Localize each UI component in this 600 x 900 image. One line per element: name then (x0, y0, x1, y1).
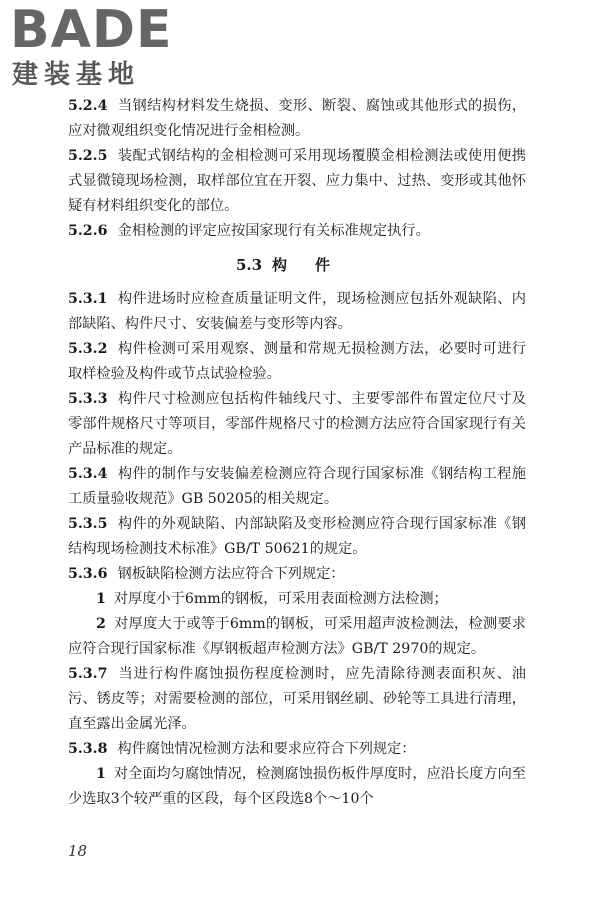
item-number: 1 (96, 766, 106, 782)
clause-5-3-7 (68, 662, 526, 737)
clause-text: 金相检测的评定应按国家现行有关标准规定执行。 (117, 223, 430, 239)
clause-5-3-5 (68, 512, 526, 562)
clause-text: 构件进场时应检查质量证明文件，现场检测应包括外观缺陷、内部缺陷、构件尺寸、安装偏差与变形等内容。 (68, 291, 526, 332)
list-item (68, 762, 526, 812)
clause-text: 对厚度小于6mm的钢板，可采用表面检测方法检测； (113, 591, 448, 607)
clause-5-3-8 (68, 737, 526, 762)
bade-logo (10, 0, 180, 92)
list-item (68, 612, 526, 662)
clause-text: 当钢结构材料发生烧损、变形、断裂、腐蚀或其他形式的损伤，应对微观组织变化情况进行金相检测。 (68, 98, 526, 139)
clause-number: 5.3.8 (68, 741, 108, 757)
clause-text: 构件检测可采用观察、测量和常规无损检测方法，必要时可进行取样检验及构件或节点试验检验。 (68, 341, 526, 382)
clause-5-3-3 (68, 387, 526, 462)
clause-5-2-5 (68, 144, 526, 219)
clause-number: 5.3.5 (68, 516, 108, 532)
logo-subtitle: 建装基地 (12, 60, 141, 90)
section-number: 5.3 (235, 256, 263, 274)
clause-number: 5.3.7 (68, 666, 108, 682)
clause-text: 装配式钢结构的金相检测可采用现场覆膜金相检测法或使用便携式显微镜现场检测，取样部位宜在开裂、应力集中、过热、变形或其他怀疑有材料组织变化的部位。 (68, 148, 526, 214)
clause-number: 5.2.6 (68, 223, 108, 239)
clause-5-3-2 (68, 337, 526, 387)
clause-number: 5.3.4 (68, 466, 108, 482)
clause-text: 构件尺寸检测应包括构件轴线尺寸、主要零部件布置定位尺寸及零部件规格尺寸等项目，零部件规格尺寸的检测方法应符合国家现行有关产品标准的规定。 (68, 391, 526, 457)
clause-5-2-6 (68, 219, 526, 244)
clause-text: 当进行构件腐蚀损伤程度检测时，应先清除待测表面积灰、油污、锈皮等；对需要检测的部位，可采用钢丝刷、砂轮等工具进行清理，直至露出金属光泽。 (68, 666, 526, 732)
clause-text: 对厚度大于或等于6mm的钢板，可采用超声波检测法，检测要求应符合现行国家标准《厚钢板超声检测方法》GB/T 2970的规定。 (68, 616, 526, 657)
clause-number: 5.3.1 (68, 291, 108, 307)
clause-text: 构件腐蚀情况检测方法和要求应符合下列规定： (117, 741, 416, 757)
clause-text: 构件的制作与安装偏差检测应符合现行国家标准《钢结构工程施工质量验收规范》GB 50205的相关规定。 (68, 466, 526, 507)
clause-5-2-4 (68, 94, 526, 144)
clause-number: 5.2.5 (68, 148, 108, 164)
clause-text: 构件的外观缺陷、内部缺陷及变形检测应符合现行国家标准《钢结构现场检测技术标准》GB/T 50621的规定。 (68, 516, 526, 557)
section-heading (68, 253, 526, 278)
item-number: 1 (96, 591, 106, 607)
item-number: 2 (96, 616, 106, 632)
list-item (68, 587, 526, 612)
clause-5-3-1 (68, 287, 526, 337)
page-number: 18 (68, 842, 88, 860)
clause-number: 5.3.6 (68, 566, 108, 582)
clauses-5-3 (68, 287, 526, 812)
clause-text: 对全面均匀腐蚀情况，检测腐蚀损伤板件厚度时，应沿长度方向至少选取3个较严重的区段，每个区段选8个～10个 (68, 766, 526, 807)
section-title: 构件 (272, 256, 359, 274)
clause-number: 5.3.3 (68, 391, 108, 407)
clause-text: 钢板缺陷检测方法应符合下列规定： (117, 566, 345, 582)
document-body (68, 94, 526, 812)
clause-5-3-4 (68, 462, 526, 512)
logo-wordmark: BADE (10, 0, 173, 60)
clause-5-3-6 (68, 562, 526, 587)
clause-number: 5.2.4 (68, 98, 108, 114)
clause-number: 5.3.2 (68, 341, 108, 357)
clauses-5-2 (68, 94, 526, 244)
